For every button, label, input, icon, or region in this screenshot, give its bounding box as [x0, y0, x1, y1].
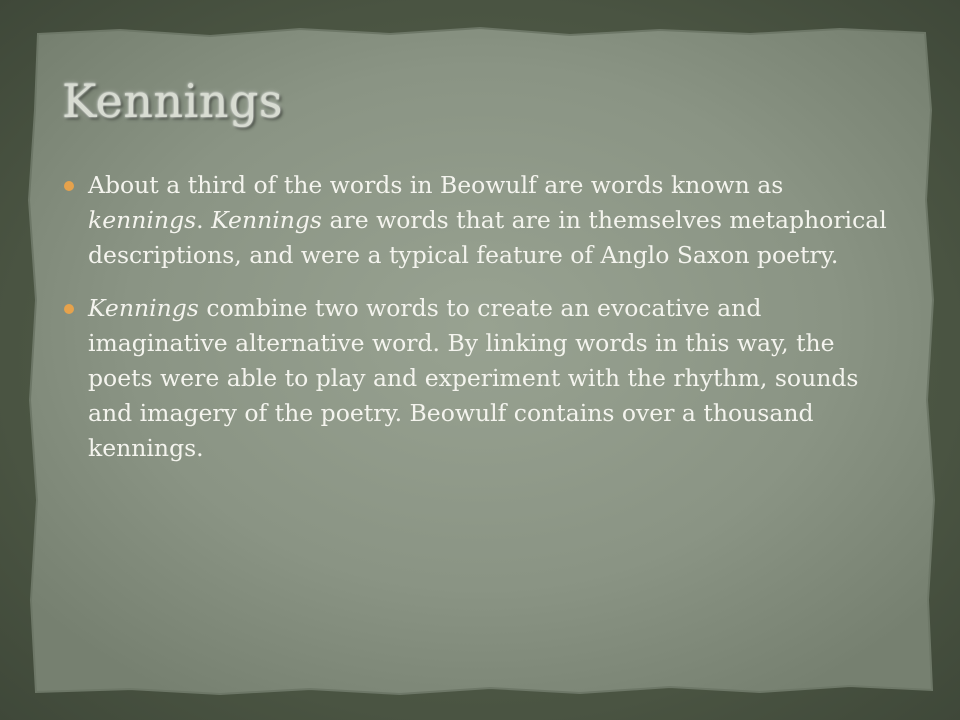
italic-term: Kennings: [211, 206, 322, 234]
bullet-item: [64, 168, 894, 273]
slide-title: Kennings: [62, 74, 283, 128]
bullet-item: [64, 291, 894, 466]
bullet-text: [88, 171, 887, 269]
bullet-dot-icon: [64, 181, 74, 191]
italic-term: Kennings: [88, 294, 199, 322]
text-segment: .: [196, 206, 212, 234]
bullet-dot-icon: [64, 304, 74, 314]
text-segment: About a third of the words in Beowulf are words known as: [88, 171, 784, 199]
text-segment: are words that are in themselves metaphorical descriptions, and were a typical feature of Anglo Saxon poetry.: [88, 206, 887, 269]
text-segment: combine two words to create an evocative and imaginative alternative word. By linking words in this way, the poets were able to play and experiment with the rhythm, sounds and imagery of the poetry. Beowulf contains over a thousand kennings.: [88, 294, 859, 462]
bullet-list: [64, 168, 894, 484]
bullet-text: [88, 294, 858, 462]
italic-term: kennings: [88, 206, 197, 234]
